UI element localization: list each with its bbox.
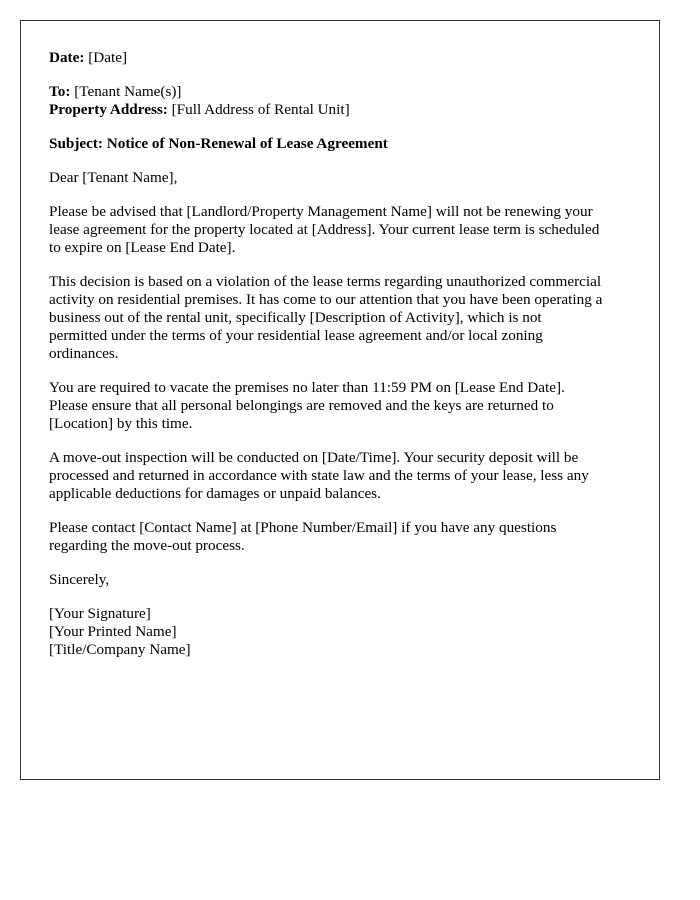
body-line: [Location] by this time. [49, 415, 193, 432]
subject-line [49, 135, 631, 153]
date-line [49, 49, 631, 67]
paragraph-violation [49, 273, 631, 363]
paragraph-non-renewal [49, 203, 631, 257]
body-line: processed and returned in accordance with state law and the terms of your lease, less any [49, 467, 589, 484]
closing: Sincerely, [49, 571, 110, 588]
signature-placeholder: [Your Signature] [49, 605, 151, 622]
recipient-block [49, 83, 631, 119]
body-line: Please be advised that [Landlord/Property Management Name] will not be renewing your [49, 203, 593, 220]
paragraph-vacate [49, 379, 631, 433]
date-value: [Date] [84, 49, 128, 66]
body-line: Please ensure that all personal belongings are removed and the keys are returned to [49, 397, 554, 414]
body-line: Please contact [Contact Name] at [Phone Number/Email] if you have any questions [49, 519, 557, 536]
to-label: To: [49, 83, 71, 100]
date-label: Date: [49, 49, 85, 66]
property-address-label: Property Address: [49, 101, 168, 118]
property-address-line [49, 101, 631, 119]
to-line [49, 83, 631, 101]
body-line: applicable deductions for damages or unpaid balances. [49, 485, 381, 502]
body-line: ordinances. [49, 345, 119, 362]
body-line: You are required to vacate the premises no later than 11:59 PM on [Lease End Date]. [49, 379, 565, 396]
body-line: business out of the rental unit, specifically [Description of Activity], which is not [49, 309, 542, 326]
body-line: lease agreement for the property located at [Address]. Your current lease term is scheduled [49, 221, 600, 238]
letter-document [20, 20, 660, 780]
to-value: [Tenant Name(s)] [70, 83, 182, 100]
title-company: [Title/Company Name] [49, 641, 191, 658]
body-line: This decision is based on a violation of the lease terms regarding unauthorized commercial [49, 273, 602, 290]
subject-text: Subject: Notice of Non-Renewal of Lease Agreement [49, 135, 388, 152]
printed-name: [Your Printed Name] [49, 623, 177, 640]
body-line: permitted under the terms of your residential lease agreement and/or local zoning [49, 327, 543, 344]
signature-block [49, 605, 631, 659]
salutation: Dear [Tenant Name], [49, 169, 178, 186]
body-line: regarding the move-out process. [49, 537, 245, 554]
body-line: A move-out inspection will be conducted on [Date/Time]. Your security deposit will be [49, 449, 579, 466]
body-line: to expire on [Lease End Date]. [49, 239, 236, 256]
body-line: activity on residential premises. It has come to our attention that you have been operating a [49, 291, 603, 308]
paragraph-inspection [49, 449, 631, 503]
property-address-value: [Full Address of Rental Unit] [167, 101, 350, 118]
paragraph-contact [49, 519, 631, 555]
